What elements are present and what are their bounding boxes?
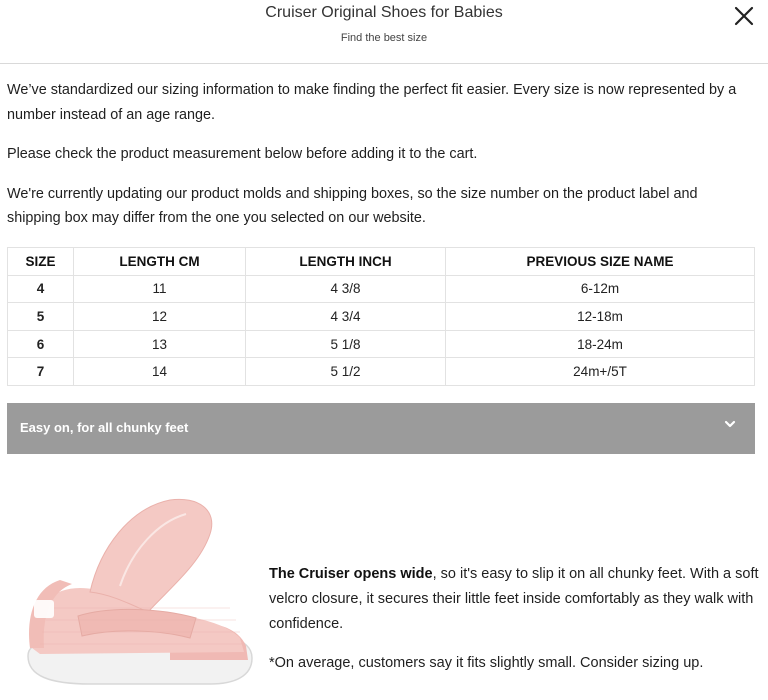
size-cell: 7 [8, 358, 74, 386]
table-row [8, 303, 755, 331]
length-cm-cell: 13 [74, 330, 246, 358]
shoe-image [20, 488, 260, 700]
intro-text [7, 78, 755, 231]
intro-paragraph-3: We're currently updating our product molds and shipping boxes, so the size number on the product label and shipping box may differ from the one you selected on our website. [7, 185, 698, 226]
length-inch-cell: 5 1/2 [246, 358, 446, 386]
col-length-cm-header: LENGTH CM [74, 248, 246, 276]
accordion-easy-on[interactable] [7, 403, 755, 454]
table-row [8, 358, 755, 386]
length-cm-cell: 11 [74, 275, 246, 303]
intro-paragraph-2: Please check the product measurement below before adding it to the cart. [7, 146, 478, 162]
size-cell: 4 [8, 275, 74, 303]
length-cm-cell: 14 [74, 358, 246, 386]
chevron-down-icon [723, 417, 737, 431]
table-row [8, 275, 755, 303]
length-inch-cell: 4 3/8 [246, 275, 446, 303]
size-cell: 6 [8, 330, 74, 358]
previous-size-cell: 24m+/5T [446, 358, 755, 386]
col-size-header: SIZE [8, 248, 74, 276]
col-previous-size-header: PREVIOUS SIZE NAME [446, 248, 755, 276]
close-icon [732, 4, 756, 28]
previous-size-cell: 18-24m [446, 330, 755, 358]
feature-text: , so it's easy to slip it on all chunky feet. With a soft velcro closure, it secures their little feet inside comfortably as they walk with confidence. [269, 566, 759, 632]
modal-subtitle: Find the best size [340, 32, 428, 44]
intro-paragraph-1: We’ve standardized our sizing information to make finding the perfect fit easier. Every size is now represented by a number instead of an age range. [7, 82, 737, 123]
previous-size-cell: 12-18m [446, 303, 755, 331]
previous-size-cell: 6-12m [446, 275, 755, 303]
close-button[interactable] [732, 4, 756, 28]
feature-highlight: The Cruiser opens wide [269, 566, 433, 582]
fit-note: *On average, customers say it fits slightly small. Consider sizing up. [269, 655, 704, 671]
table-header-row [8, 248, 755, 276]
length-inch-cell: 4 3/4 [246, 303, 446, 331]
modal-header [0, 0, 768, 64]
length-inch-cell: 5 1/8 [246, 330, 446, 358]
feature-description [269, 562, 759, 637]
accordion-label: Easy on, for all chunky feet [20, 420, 189, 435]
length-cm-cell: 12 [74, 303, 246, 331]
modal-title: Cruiser Original Shoes for Babies [265, 4, 503, 21]
table-row [8, 330, 755, 358]
size-cell: 5 [8, 303, 74, 331]
size-chart-table [7, 247, 755, 386]
col-length-inch-header: LENGTH INCH [246, 248, 446, 276]
